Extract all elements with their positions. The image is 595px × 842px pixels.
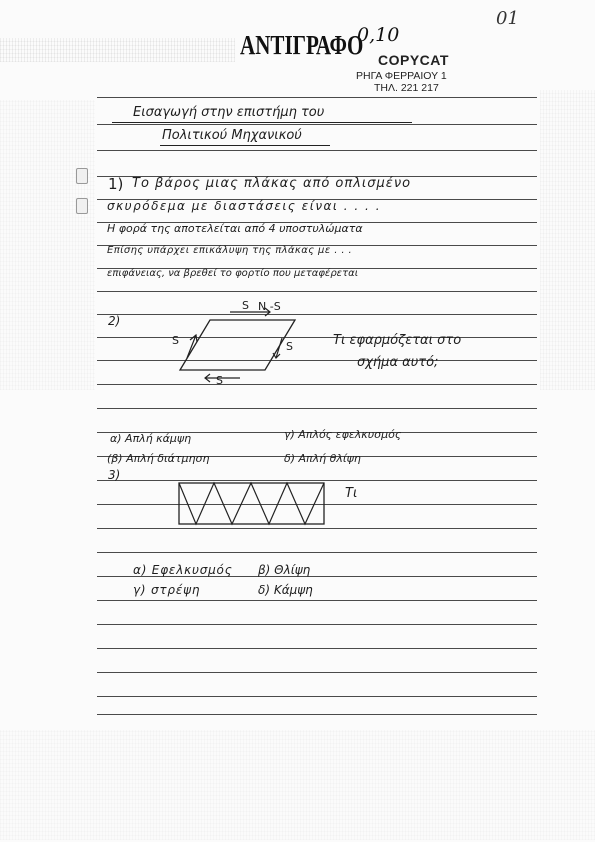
q3-number: 3): [108, 468, 121, 482]
scan-noise-left: [0, 100, 95, 390]
q3-label: Τι: [345, 486, 358, 501]
ruled-line: [97, 600, 537, 601]
q2-option: (β) Απλή διάτμηση: [107, 452, 210, 465]
ruled-line: [97, 696, 537, 697]
scan-noise-bottom: [0, 730, 595, 840]
q2-diagram-note: Ν -S: [258, 300, 281, 313]
ruled-line: [97, 528, 537, 529]
q2-option: δ) Απλή θλίψη: [284, 452, 361, 465]
q2-option: α) Απλή κάμψη: [110, 432, 192, 445]
scan-noise-right: [540, 90, 595, 390]
q2-question-line: σχήμα αυτό;: [357, 355, 439, 370]
ruled-line: [97, 672, 537, 673]
q3-option: β) Θλίψη: [258, 563, 311, 577]
heading-line-2: Πολιτικού Μηχανικού: [162, 128, 302, 143]
q3-truss-diagram: [178, 482, 328, 526]
ruled-line: [97, 552, 537, 553]
binder-hole: [76, 198, 88, 214]
q1-line: σκυρόδεμα με διαστάσεις είναι . . . .: [107, 199, 382, 213]
q3-option: δ) Κάμψη: [258, 583, 313, 597]
q1-line: Επίσης υπάρχει επικάλυψη της πλάκας με . . .: [107, 245, 353, 256]
ruled-line: [97, 150, 537, 151]
q1-line: Το βάρος μιας πλάκας από οπλισμένο: [132, 176, 412, 191]
ruled-line: [97, 624, 537, 625]
q2-option: γ) Απλός εφελκυσμός: [284, 428, 402, 441]
heading-line-1: Εισαγωγή στην επιστήμη του: [133, 105, 325, 120]
ruled-line: [97, 124, 537, 125]
binder-hole: [76, 168, 88, 184]
ruled-line: [97, 648, 537, 649]
ruled-line: [97, 291, 537, 292]
page-number: 01: [496, 8, 519, 29]
grade-mark: 0,10: [357, 24, 400, 46]
shop-phone: ΤΗΛ. 221 217: [374, 82, 439, 94]
stamp-title: ΑΝΤΙΓΡΑΦΟ: [240, 30, 364, 60]
q1-number: 1): [108, 175, 124, 193]
heading-underline: [112, 122, 412, 123]
ruled-line: [97, 97, 537, 98]
q3-option: γ) στρέψη: [133, 583, 201, 597]
q2-force-label-bottom: S: [216, 374, 223, 387]
q1-line: Η φορά της αποτελείται από 4 υποστυλώματα: [107, 222, 363, 235]
q2-force-label-right: S: [286, 340, 293, 353]
q2-force-label-top: S: [242, 299, 249, 312]
ruled-line: [97, 714, 537, 715]
scan-noise-top: [0, 38, 235, 62]
q2-question-line: Τι εφαρμόζεται στο: [333, 333, 462, 348]
shop-address: ΡΗΓΑ ΦΕΡΡΑΙΟΥ 1: [356, 70, 447, 82]
ruled-line: [97, 480, 537, 481]
q1-line: επιφάνειας, να βρεθεί το φορτίο που μεταφέρεται: [107, 268, 359, 279]
shop-name: COPYCAT: [378, 52, 449, 68]
q3-option: α) Εφελκυσμός: [133, 563, 233, 577]
q2-shear-diagram: [170, 300, 320, 390]
ruled-line: [97, 408, 537, 409]
q2-force-label-left: S: [172, 334, 179, 347]
heading-underline: [160, 145, 330, 146]
q2-number: 2): [108, 314, 121, 328]
